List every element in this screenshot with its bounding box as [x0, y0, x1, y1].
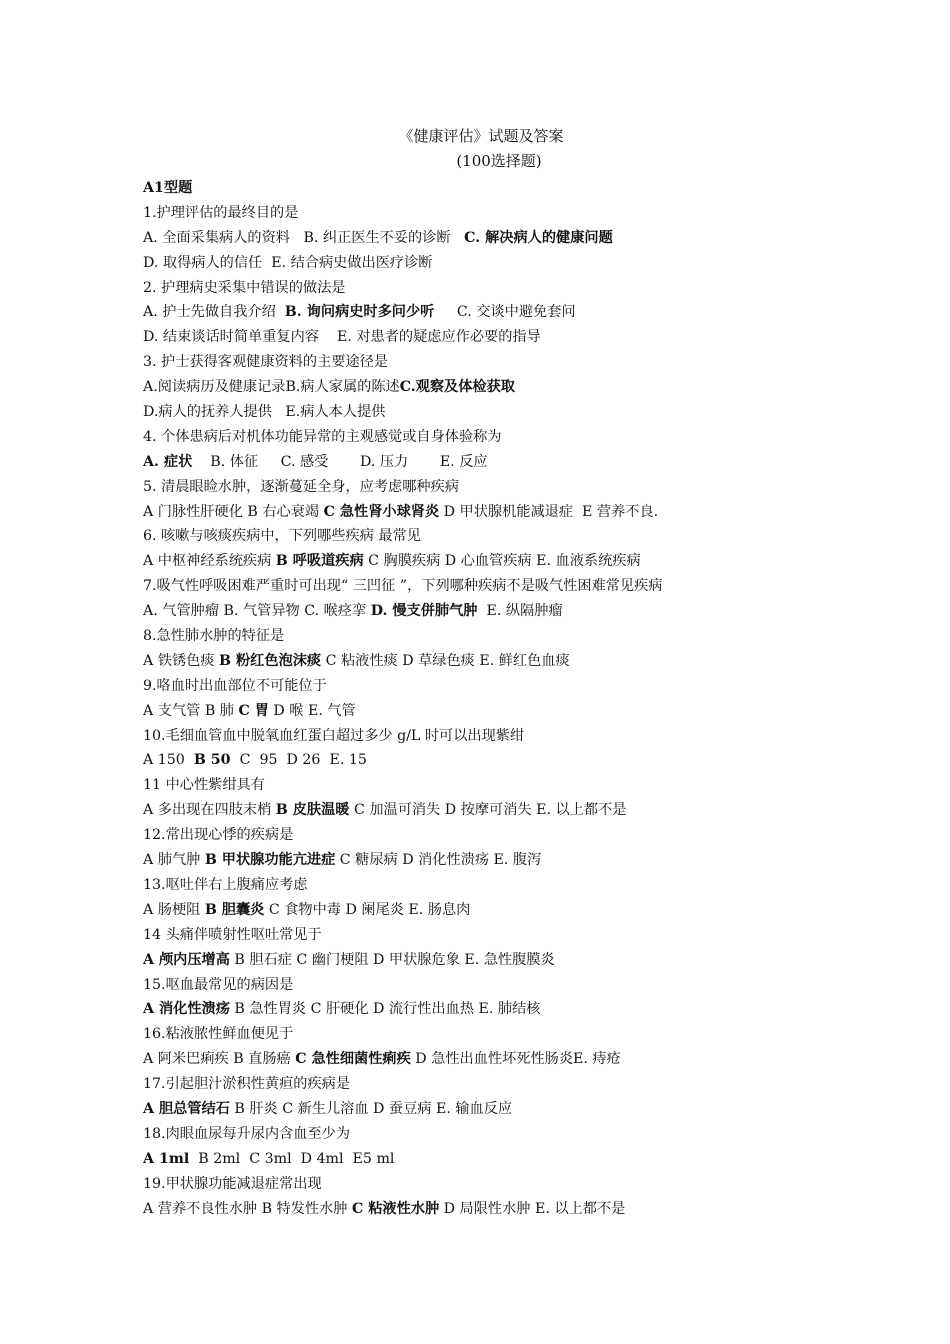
line-text: 18.肉眼血尿每升尿内含血至少为	[143, 1125, 351, 1142]
text-line	[143, 549, 938, 574]
text-line	[143, 574, 938, 599]
line-text: B 2ml C 3ml D 4ml E5 ml	[189, 1150, 395, 1167]
line-text: A 肺气肿	[143, 852, 205, 869]
text-line	[143, 375, 938, 400]
line-text: 14 头痛伴喷射性呕吐常见于	[143, 926, 322, 943]
answer-text: C 粘液性水肿	[351, 1200, 440, 1217]
text-line	[143, 1047, 938, 1072]
answer-text: A 胆总管结石	[143, 1100, 230, 1117]
line-text: A 中枢神经系统疾病	[143, 553, 276, 570]
line-text: A 肠梗阻	[143, 901, 205, 918]
text-line	[143, 201, 938, 226]
line-text: 4. 个体患病后对机体功能异常的主观感觉或自身体验称为	[143, 428, 502, 445]
line-text: C 糖尿病 D 消化性溃疡 E. 腹泻	[335, 852, 542, 869]
line-text: C. 交谈中避免套问	[434, 304, 576, 321]
text-line	[143, 773, 938, 798]
line-text: D 喉 E. 气管	[268, 702, 356, 719]
answer-text: C 急性肾小球肾炎	[323, 503, 440, 520]
line-text: C 食物中毒 D 阑尾炎 E. 肠息肉	[264, 901, 471, 918]
line-text: D 甲状腺机能减退症 E 营养不良.	[439, 503, 659, 520]
text-line	[143, 226, 938, 251]
line-text: A 门脉性肝硬化 B 右心衰竭	[143, 503, 324, 520]
answer-text: A 消化性溃疡	[143, 1001, 230, 1018]
text-line	[143, 500, 938, 525]
question-list	[143, 176, 938, 1221]
answer-text: B 甲状腺功能亢进症	[204, 852, 336, 869]
text-line	[143, 948, 938, 973]
answer-text: B 胆囊炎	[204, 901, 265, 918]
line-text: A. 全面采集病人的资料 B. 纠正医生不妥的诊断	[143, 229, 465, 246]
line-text: 6. 咳嗽与咳痰疾病中，下列哪些疾病 最常见	[143, 528, 421, 545]
line-text: E. 纵隔肿瘤	[477, 603, 563, 620]
text-line	[143, 251, 938, 276]
answer-text: C 胃	[238, 702, 269, 719]
answer-text: B 50	[193, 752, 231, 769]
text-line	[143, 325, 938, 350]
text-line	[143, 848, 938, 873]
text-line	[143, 923, 938, 948]
text-line	[143, 748, 938, 773]
answer-text: B 粉红色泡沫痰	[219, 652, 322, 669]
answer-text: A 颅内压增高	[143, 951, 230, 968]
line-text: 10.毛细血管血中脱氧血红蛋白超过多少 g/L 时可以出现紫绀	[143, 727, 525, 744]
line-text: 3. 护士获得客观健康资料的主要途径是	[143, 354, 389, 371]
answer-text: C. 解决病人的健康问题	[464, 229, 613, 246]
text-line	[143, 823, 938, 848]
text-line	[143, 524, 938, 549]
line-text: B 肝炎 C 新生儿溶血 D 蚕豆病 E. 输血反应	[229, 1100, 513, 1117]
line-text: B. 体征 C. 感受 D. 压力 E. 反应	[192, 453, 488, 470]
line-text: 11 中心性紫绀具有	[143, 777, 265, 794]
answer-text: A 1ml	[143, 1150, 190, 1167]
line-text: 17.引起胆汁淤积性黄疸的疾病是	[143, 1076, 351, 1093]
text-line	[143, 450, 938, 475]
text-line	[143, 1197, 938, 1222]
line-text: C 粘液性痰 D 草绿色痰 E. 鲜红色血痰	[321, 652, 570, 669]
line-text: 16.粘液脓性鲜血便见于	[143, 1026, 294, 1043]
line-text: C 95 D 26 E. 15	[230, 752, 367, 769]
line-text: D.病人的抚养人提供 E.病人本人提供	[143, 404, 386, 421]
text-line	[143, 798, 938, 823]
text-line	[143, 624, 938, 649]
line-text: C 加温可消失 D 按摩可消失 E. 以上都不是	[349, 802, 627, 819]
line-text: A. 护士先做自我介绍	[143, 304, 285, 321]
answer-text: B 皮肤温暖	[275, 802, 350, 819]
text-line	[143, 699, 938, 724]
text-line	[143, 1097, 938, 1122]
line-text: 19.甲状腺功能减退症常出现	[143, 1175, 322, 1192]
line-text: B 急性胃炎 C 肝硬化 D 流行性出血热 E. 肺结核	[229, 1001, 541, 1018]
text-line	[143, 1147, 938, 1172]
text-line	[143, 400, 938, 425]
text-line	[143, 724, 938, 749]
line-text: A 阿米巴痢疾 B 直肠癌	[143, 1051, 296, 1068]
text-line	[143, 1072, 938, 1097]
text-line	[143, 1172, 938, 1197]
answer-text: A1型题	[143, 180, 193, 196]
text-line	[143, 276, 938, 301]
text-line	[143, 1122, 938, 1147]
text-line	[143, 599, 938, 624]
text-line	[143, 873, 938, 898]
text-line	[143, 973, 938, 998]
answer-text: B 呼吸道疾病	[275, 553, 364, 570]
text-line	[143, 674, 938, 699]
answer-text: C.观察及体检获取	[399, 379, 515, 396]
text-line	[143, 1022, 938, 1047]
answer-text: C 急性细菌性痢疾	[295, 1051, 411, 1068]
text-line	[143, 300, 938, 325]
line-text: D 急性出血性坏死性肠炎E. 痔疮	[410, 1051, 621, 1068]
line-text: D 局限性水肿 E. 以上都不是	[439, 1200, 626, 1217]
line-text: 2. 护理病史采集中错误的做法是	[143, 279, 346, 296]
line-text: A. 气管肿瘤 B. 气管异物 C. 喉痉挛	[143, 603, 371, 620]
line-text: A 铁锈色痰	[143, 652, 220, 669]
line-text: 9.咯血时出血部位不可能位于	[143, 677, 327, 694]
line-text: D. 取得病人的信任 E. 结合病史做出医疗诊断	[143, 254, 433, 271]
text-line	[143, 350, 938, 375]
line-text: 1.护理评估的最终目的是	[143, 204, 299, 221]
text-line	[143, 475, 938, 500]
text-line	[143, 898, 938, 923]
answer-text: A. 症状	[143, 453, 193, 470]
line-text: 13.呕吐伴右上腹痛应考虑	[143, 876, 308, 893]
line-text: 7.吸气性呼吸困难严重时可出现“ 三凹征 ”，下列哪种疾病不是吸气性困难常见疾病	[143, 578, 663, 595]
line-text: 5. 清晨眼睑水肿，逐渐蔓延全身，应考虑哪种疾病	[143, 478, 459, 495]
line-text: C 胸膜疾病 D 心血管疾病 E. 血液系统疾病	[363, 553, 641, 570]
text-line	[143, 176, 938, 201]
answer-text: B. 询问病史时多问少听	[284, 304, 435, 321]
line-text: A 多出现在四肢末梢	[143, 802, 276, 819]
text-line	[143, 425, 938, 450]
document-subtitle: (100选择题)	[456, 152, 542, 170]
document-title: 《健康评估》试题及答案	[398, 127, 564, 145]
line-text: A 150	[143, 752, 194, 769]
line-text: B 胆石症 C 幽门梗阻 D 甲状腺危象 E. 急性腹膜炎	[229, 951, 555, 968]
line-text: A 支气管 B 肺	[143, 702, 239, 719]
answer-text: D. 慢支併肺气肿	[370, 603, 478, 620]
line-text: A.阅读病历及健康记录B.病人家属的陈述	[143, 379, 400, 396]
text-line	[143, 997, 938, 1022]
line-text: 8.急性肺水肿的特征是	[143, 628, 285, 645]
line-text: 12.常出现心悸的疾病是	[143, 827, 294, 844]
line-text: D. 结束谈话时简单重复内容 E. 对患者的疑虑应作必要的指导	[143, 329, 541, 346]
text-line	[143, 649, 938, 674]
line-text: A 营养不良性水肿 B 特发性水肿	[143, 1200, 352, 1217]
line-text: 15.呕血最常见的病因是	[143, 976, 294, 993]
